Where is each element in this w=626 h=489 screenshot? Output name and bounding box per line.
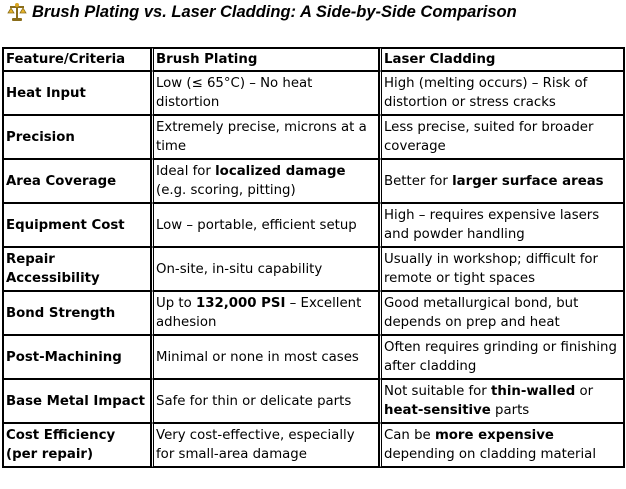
feature-cell: Precision [3,115,151,159]
bold-text: more expensive [434,428,554,443]
feature-cell: Cost Efficiency (per repair) [3,423,151,467]
cell-text: depending on cladding material [384,447,597,462]
bold-text: localized damage [215,164,346,179]
cell-text: Not suitable for [384,384,491,399]
feature-cell: Equipment Cost [3,203,151,247]
feature-cell: Post-Machining [3,335,151,379]
table-row [3,247,624,291]
cell-text: Good metallurgical bond, but depends on prep and heat [384,296,579,330]
table-row [3,71,624,115]
brush-plating-cell [151,115,379,159]
brush-plating-cell [151,247,379,291]
cell-text: (e.g. scoring, pitting) [156,183,296,198]
header-brush-plating: Brush Plating [151,48,379,71]
brush-plating-cell [151,379,379,423]
laser-cladding-cell [379,423,624,467]
cell-text: Very cost-effective, especially for small-area damage [156,428,355,462]
header-feature: Feature/Criteria [3,48,151,71]
cell-text: Low (≤ 65°C) – No heat distortion [156,76,313,110]
table-row [3,335,624,379]
cell-text: Can be [384,428,435,443]
header-laser-cladding: Laser Cladding [379,48,624,71]
laser-cladding-cell [379,247,624,291]
laser-cladding-cell [379,379,624,423]
bold-text: thin-walled [491,384,576,399]
feature-cell: Repair Accessibility [3,247,151,291]
table-header-row [3,48,624,71]
page-title-text: Brush Plating vs. Laser Cladding: A Side-by-Side Comparison [32,2,517,21]
cell-text: High – requires expensive lasers and powder handling [384,208,600,242]
feature-cell: Heat Input [3,71,151,115]
brush-plating-cell [151,203,379,247]
cell-text: Less precise, suited for broader coverage [384,120,594,154]
cell-text: – Excellent adhesion [156,296,362,330]
table-row [3,115,624,159]
cell-text: Low – portable, efficient setup [156,217,357,233]
cell-text: Usually in workshop; difficult for remote or tight spaces [384,252,599,286]
laser-cladding-cell [379,159,624,203]
brush-plating-cell [151,423,379,467]
feature-cell: Area Coverage [3,159,151,203]
laser-cladding-cell [379,71,624,115]
balance-scale-icon [6,2,28,22]
cell-text: Minimal or none in most cases [156,349,359,365]
bold-text: 132,000 PSI [195,296,286,311]
laser-cladding-cell [379,291,624,335]
cell-text: Safe for thin or delicate parts [156,393,352,409]
cell-text: or [575,384,594,399]
bold-text: larger surface areas [452,173,604,189]
feature-cell: Base Metal Impact [3,379,151,423]
comparison-table [2,47,625,468]
laser-cladding-cell [379,335,624,379]
cell-text: High (melting occurs) – Risk of distortion or stress cracks [384,76,588,110]
cell-text: parts [490,403,530,418]
feature-cell: Bond Strength [3,291,151,335]
brush-plating-cell [151,291,379,335]
table-row [3,379,624,423]
table-row [3,159,624,203]
brush-plating-cell [151,335,379,379]
bold-text: heat-sensitive [384,403,491,418]
table-row [3,423,624,467]
page-title [6,0,517,24]
cell-text: Often requires grinding or finishing after cladding [384,340,617,374]
cell-text: On-site, in-situ capability [156,261,323,277]
cell-text: Better for [384,173,453,189]
cell-text: Extremely precise, microns at a time [156,120,367,154]
cell-text: Up to [156,296,196,311]
laser-cladding-cell [379,115,624,159]
cell-text: Ideal for [156,164,216,179]
laser-cladding-cell [379,203,624,247]
table-row [3,291,624,335]
brush-plating-cell [151,159,379,203]
brush-plating-cell [151,71,379,115]
table-row [3,203,624,247]
